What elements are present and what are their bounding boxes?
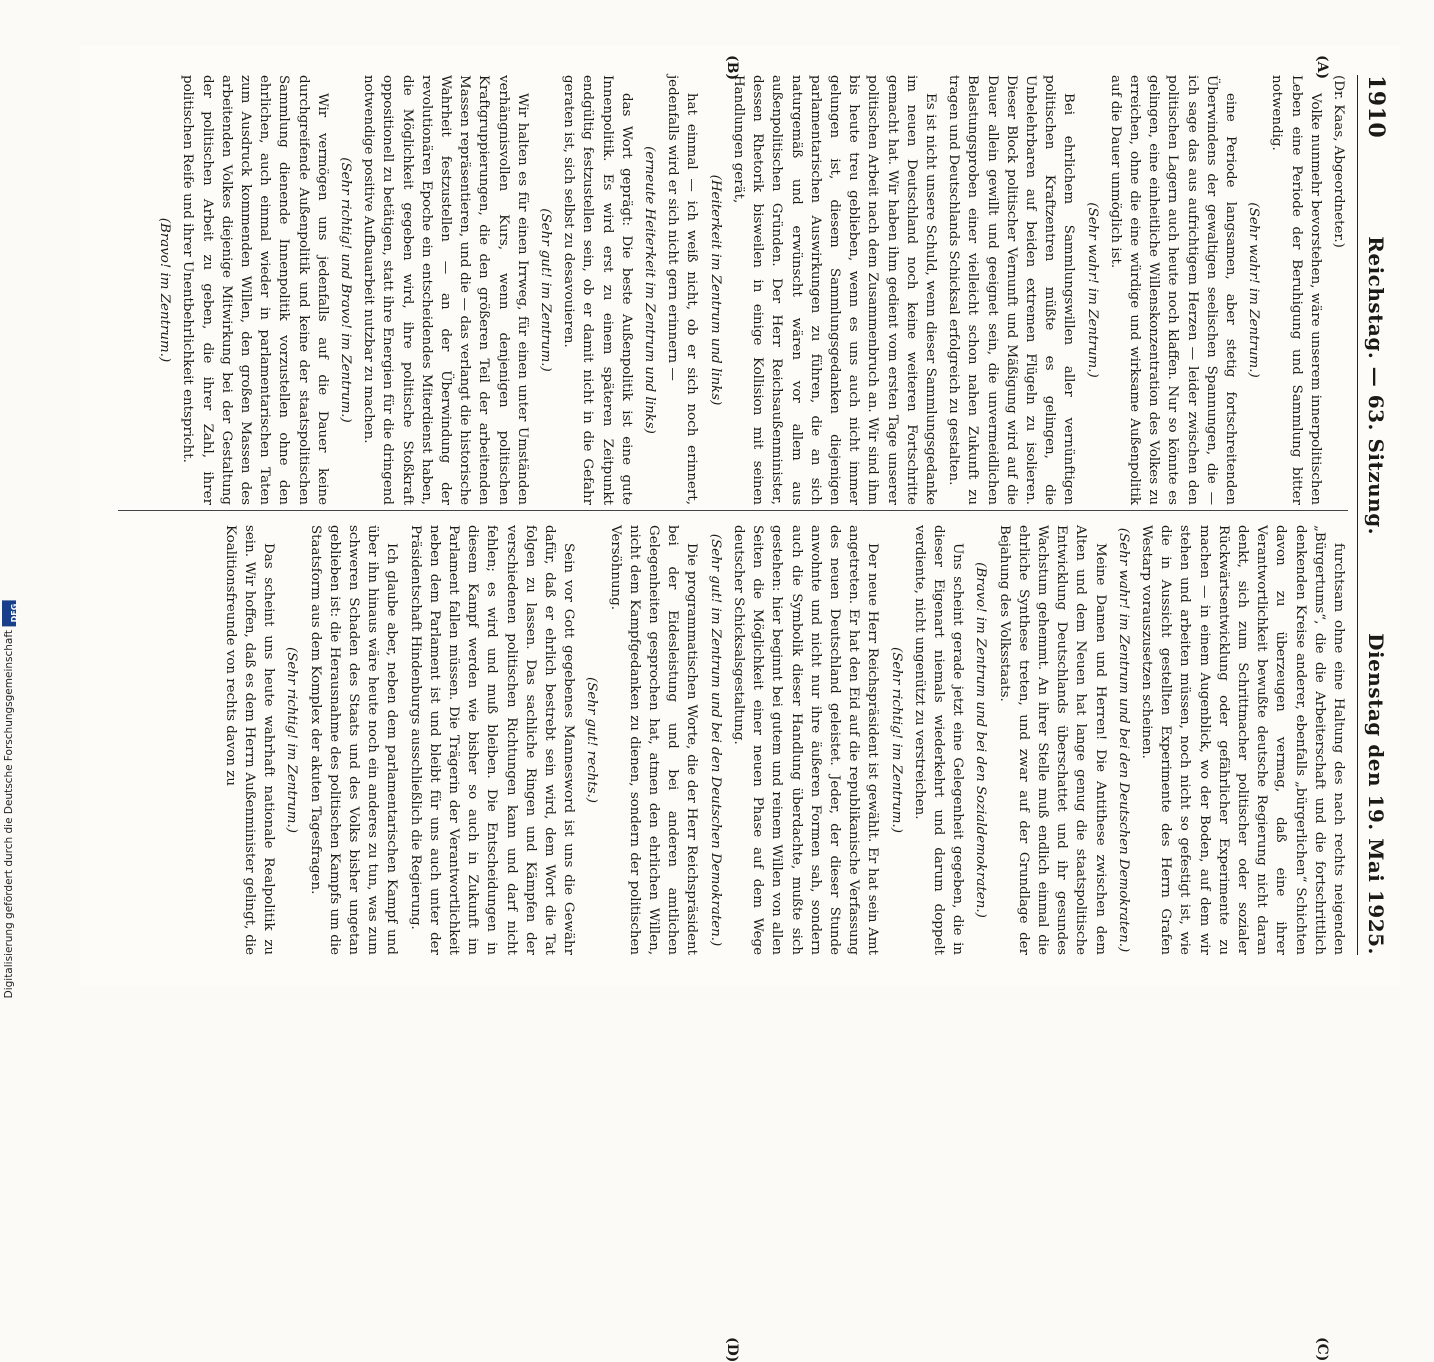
margin-marker-a: (A): [1314, 55, 1330, 80]
interjection: (Sehr gut! im Zentrum und bei den Deutschen Demokraten.): [707, 533, 723, 947]
speaker-label: (Dr. Kaas, Abgeordneter.): [1331, 75, 1346, 248]
paragraph: Meine Damen und Herren! Die Antithese zwischen dem Alten und dem Neuen hat lange genug die staatspolitische Entwicklung Deutschlands überschattet und ihr gesundes Wachstum gehemmt. An ihrer Stelle muß endlich einmal die ehrliche Synthese treten, und zwar auf der Grundlage der Bejahung des Volksstaats.: [996, 525, 1108, 955]
page-header: [1357, 75, 1394, 955]
paragraph: Ich glaube aber, neben dem parlamentarischen Kampf und über ihn hinaus wäre heute noch ein anderes zu tun, was zum schweren Schaden des Staats und des Volks bisher ungetan geblieben ist: die Herausnahme des politischen Kampfs um die Staatsform aus dem Komplex der akuten Tagesfragen.: [307, 525, 400, 955]
interjection: (Sehr gut! im Zentrum.): [538, 208, 554, 372]
interjection: (erneute Heiterkeit im Zentrum und links): [642, 146, 658, 434]
document-page: [80, 45, 1400, 1362]
interjection: (Bravo! im Zentrum und bei den Sozialdemokraten.): [973, 562, 989, 918]
paragraph: hat einmal — ich weiß nicht, ob er sich noch erinnert, jedenfalls wird er sich nicht gern erinnern —: [665, 75, 700, 505]
interjection: (Bravo! im Zentrum.): [157, 217, 173, 363]
interjection: (Sehr wahr! im Zentrum.): [1084, 202, 1100, 378]
header-title: Reichstag. — 63. Sitzung.: [1364, 236, 1388, 536]
dfg-logo-icon: DFG: [2, 600, 16, 626]
interjection: (Sehr wahr! im Zentrum.): [1246, 202, 1262, 378]
right-column: [217, 525, 1348, 955]
paragraph: Sein vor Gott gegebenes Mannesword ist uns die Gewähr dafür, daß er ehrlich bestrebt sein wird, dem Wort die Tat folgen zu lassen. Das sachliche Ringen und Kämpfen der verschiedenen politischen Richtungen kann und darf nicht fehlen; es wird und muß bleiben. Die Entscheidungen in diesem Kampf werden wie bisher so auch in Zukunft im Parlament fallen müssen. Die Trägerin der Verantwortlichkeit neben dem Parlament ist und bleibt für uns auch unter der Präsidentschaft Hindenburgs ausschließlich die Regierung.: [407, 525, 577, 955]
paragraph: Wir halten es für einen Irrweg, für einen unter Umständen verhängnisvollen Kurs, wenn denjenigen politischen Kraftgruppierungen, die den größeren Teil der arbeitenden Massen repräsentieren, und die — das verlangt die historische Wahrheit festzustellen — an der Überwindung der revolutionären Epoche ein entscheidendes Miterdienst haben, die Möglichkeit gegeben wird, ihre politische Stoßkraft oppositionell zu betätigen, statt ihre Energien für die dringend notwendige positive Aufbauarbeit nutzbar zu machen.: [361, 75, 530, 505]
paragraph: eine Periode langsamen, aber stetig fortschreitenden Überwindens der gewaltigen seelischen Spannungen, die — ich sage das aus aufrichtigem Herzen — leider zwischen den politischen Lagern auch heute noch klaffen. Nur so könnte es gelingen, eine einheitliche Willenskonzentration des Volkes zu erreichen, ohne die eine würdige und wirksame Außenpolitik auf die Dauer unmöglich ist.: [1107, 75, 1238, 505]
paragraph: Der neue Herr Reichspräsident ist gewählt. Er hat sein Amt angetreten. Er hat den Eid auf die republikanische Verfassung des neuen Deutschland geleistet. Jeder, der dieser Stunde anwohnte und nicht nur ihre äußeren Formen sah, sondern auch die Symbolik dieser Handlung überdachte, mußte sich gestehen: hier beginnt bei gutem und reinem Willen von allen Seiten die Möglichkeit einer neuen Phase auf dem Wege deutscher Schicksalsgestaltung.: [730, 525, 881, 955]
digitization-stamp: [2, 600, 19, 999]
margin-marker-c: (C): [1314, 1337, 1330, 1362]
left-column: [151, 75, 1348, 505]
header-date: Dienstag den 19. Mai 1925.: [1364, 633, 1388, 955]
paragraph: furchtsam ohne eine Haltung des nach rechts neigenden „Bürgertums“, die die Arbeiterschaft und die fortschrittlich denkenden Kreise anderer, ebenfalls „bürgerlichen“ Schichten davon zu überzeugen vermag, daß eine ihrer Verantwortlichkeit bewußte deutsche Regierung nicht daran denkt, sich zum Schrittmacher politischer oder sozialer Rückwärtsentwicklung oder gefährlicher Experimente zu machen — in einem Augenblick, wo der Boden, auf dem wir stehen und arbeiten müssen, noch nicht so gefestigt ist, wie die in Aussicht gestellten Experimente des Herrn Grafen Westarp vorauszusetzen scheinen.: [1138, 525, 1346, 955]
interjection: (Sehr wahr! im Zentrum und bei den Deutschen Demokraten.): [1115, 527, 1131, 953]
interjection: (Sehr richtig! im Zentrum.): [284, 647, 300, 833]
paragraph: Wir vermögen uns jedenfalls auf die Dauer keine durchgreifende Außenpolitik und keine der staatspolitischen Sammlung dienende Innenpolitik vorzustellen ohne den ehrlichen, auch einmal wieder in parlamentarischen Taten zum Ausdruck kommenden Willen, den großen Massen des arbeitenden Volkes diejenige Mitwirkung bei der Gestaltung der politischen Arbeit zu geben, die ihrer Zahl, ihrer politischen Reife und ihrer Unentbehrlichkeit entspricht.: [180, 75, 330, 505]
interjection: (Sehr richtig! im Zentrum.): [888, 647, 904, 833]
paragraph: Bei ehrlichem Sammlungswillen aller vernünftigen politischen Kraftzentren müßte es gelingen, die Unbelehrbaren auf beiden extremen Flügeln zu isolieren. Dieser Block politischer Vernunft und Mäßigung wird auf die Dauer allein gewillt und geeignet sein, die unvermeidlichen Belastungsproben einer vielleicht schon nahen Zukunft zu tragen und Deutschlands Schicksal erfolgreich zu gestalten.: [946, 75, 1077, 505]
paragraph: Es ist nicht unsere Schuld, wenn dieser Sammlungsgedanke im neuen Deutschland noch keine weiteren Fortschritte gemacht hat. Wir haben ihm gedient vom ersten Tage unserer politischen Arbeit nach dem Zusammenbruch an. Wir sind ihm bis heute treu geblieben, wenn es uns auch nicht immer gelungen ist, diesem Sammlungsgedanken diejenigen parlamentarischen Auswirkungen zu führen, die an sich naturgemäß und erwünscht wären vor allem aus außenpolitischen Gründen. Der Herr Reichsaußenminister, dessen Rhetorik bisweilen in einige Kollision mit seinen Handlungen gerät,: [730, 75, 938, 505]
paragraph: Die programmatischen Worte, die der Herr Reichspräsident bei der Eidesleistung und bei anderen amtlichen Gelegenheiten gesprochen hat, atmen den ehrlichen Willen, nicht dem Kampfgedanken zu dienen, sondern der politischen Versöhnung.: [607, 525, 700, 955]
interjection: (Sehr gut! rechts.): [584, 676, 600, 803]
page-number: 1910: [1363, 75, 1389, 139]
paragraph: Volke nunmehr bevorstehen, wäre unserem innerpolitischen Leben eine Periode der Beruhigung und Sammlung bitter notwendig.: [1269, 75, 1323, 505]
margin-marker-d: (D): [724, 1337, 740, 1362]
column-divider: [118, 510, 1348, 511]
interjection: (Heiterkeit im Zentrum und links): [707, 174, 723, 406]
paragraph: Uns scheint gerade jetzt eine Gelegenheit gegeben, die in dieser Eigenart niemals wiederkehrt und darum doppelt verdiente, nicht ungenützt zu verstreichen.: [911, 525, 966, 955]
margin-marker-b: (B): [724, 55, 740, 81]
paragraph: das Wort geprägt: Die beste Außenpolitik ist eine gute Innenpolitik. Es wird erst zu einem späteren Zeitpunkt endgültig festzustellen sein, ob er damit nicht in die Gefahr geraten ist, sich selbst zu desavouieren.: [561, 75, 634, 505]
stamp-text: Digitalisierung gefördert durch die Deutsche Forschungsgemeinschaft: [3, 630, 15, 999]
paragraph: Das scheint uns heute wahrhaft nationale Realpolitik zu sein. Wir hoffen, daß es dem Herrn Außenminister gelingt, die Koalitionsfreunde von rechts davon zu: [222, 525, 277, 955]
interjection: (Sehr richtig! und Bravo! im Zentrum.): [338, 157, 354, 423]
